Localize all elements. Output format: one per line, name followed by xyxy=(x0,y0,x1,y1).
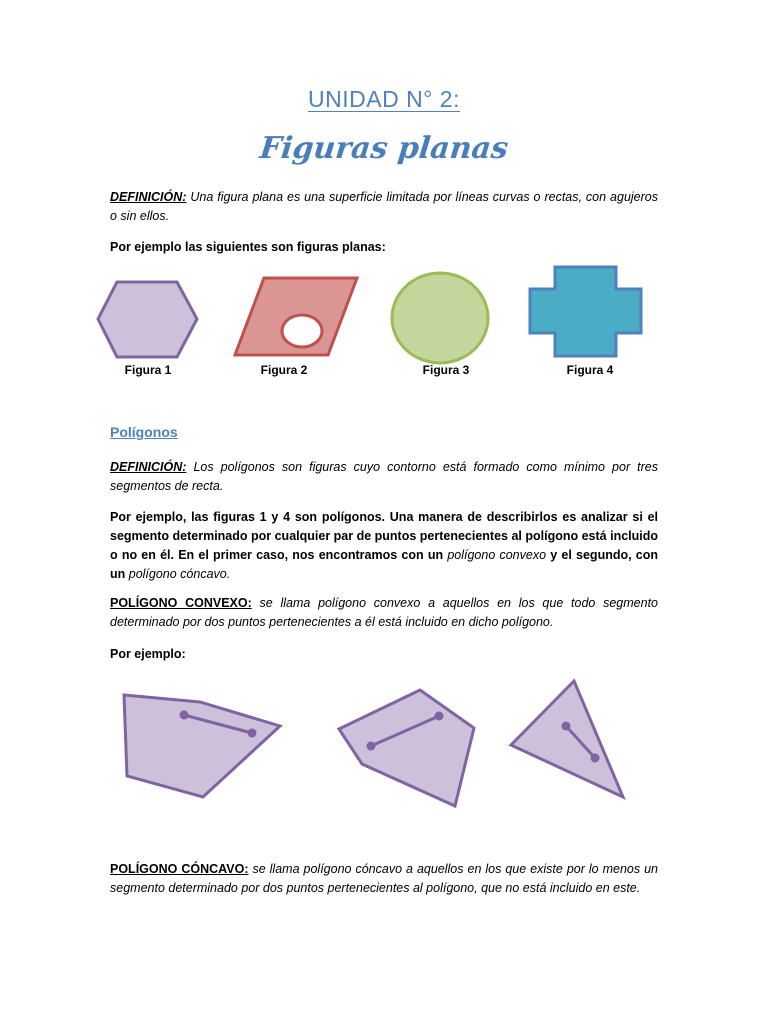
segment-3-point-b xyxy=(591,754,600,763)
cross-figure xyxy=(530,267,641,356)
convex-definition-text: se llama polígono convexo a aquellos en los que todo segmento determinado por dos puntos pertenecientes a él está incluido en dicho polígono. xyxy=(110,596,658,629)
page-subtitle: Figuras planas xyxy=(258,131,510,166)
hexagon-figure xyxy=(98,282,197,357)
convex-polygon-example-2 xyxy=(339,690,474,806)
segment-1-point-b xyxy=(248,729,257,738)
segment-3-point-a xyxy=(562,722,571,731)
concave-definition xyxy=(110,860,658,898)
intro-definition-label: DEFINICIÓN: xyxy=(110,190,187,204)
segment-2-point-b xyxy=(435,712,444,721)
polygon-example-text-a: Por ejemplo, las figuras 1 y 4 son polígonos. Una manera de describirlos es analizar si el segmento determinado por cualquier par de puntos pertenecientes al polígono está incluido o no en él. En el primer caso, nos encontramos con un xyxy=(110,510,659,562)
segment-2-point-a xyxy=(367,742,376,751)
polygon-definition-label: DEFINICIÓN: xyxy=(110,460,187,474)
intro-example-line: Por ejemplo las siguientes son figuras planas: xyxy=(110,240,386,254)
polygon-definition-text: Los polígonos son figuras cuyo contorno está formado como mínimo por tres segmentos de recta. xyxy=(110,460,658,493)
segment-1-point-a xyxy=(180,711,189,720)
polygon-example-concave-term: polígono cóncavo. xyxy=(128,567,231,581)
polygon-example-paragraph xyxy=(110,508,658,584)
polygon-example-text-c: y el segundo, con un xyxy=(110,548,659,581)
concave-definition-label: POLÍGONO CÓNCAVO: xyxy=(110,862,249,876)
concave-definition-text: se llama polígono cóncavo a aquellos en los que existe por lo menos un segmento determinado por dos puntos pertenecientes al polígono, que no está incluido en este. xyxy=(110,862,658,895)
convex-example-line: Por ejemplo: xyxy=(110,647,186,661)
figure-1-caption: Figura 1 xyxy=(124,363,172,377)
unit-title-text: UNIDAD N° 2: xyxy=(308,86,460,112)
polygon-example-convex-term: polígono convexo xyxy=(447,548,547,562)
figure-3-caption: Figura 3 xyxy=(422,363,470,377)
polygon-definition xyxy=(110,458,658,496)
figure-2-caption: Figura 2 xyxy=(260,363,308,377)
convex-definition xyxy=(110,594,658,632)
intro-definition-text: Una figura plana es una superficie limitada por líneas curvas o rectas, con agujeros o sin ellos. xyxy=(110,190,658,223)
convex-polygon-example-3 xyxy=(511,681,623,797)
convex-definition-label: POLÍGONO CONVEXO: xyxy=(110,596,252,610)
parallelogram-with-hole-figure xyxy=(235,278,357,355)
circle-figure xyxy=(392,273,488,363)
figure-4-caption: Figura 4 xyxy=(566,363,614,377)
convex-polygon-example-1 xyxy=(124,695,280,797)
section-heading-poligonos: Polígonos xyxy=(110,424,178,440)
